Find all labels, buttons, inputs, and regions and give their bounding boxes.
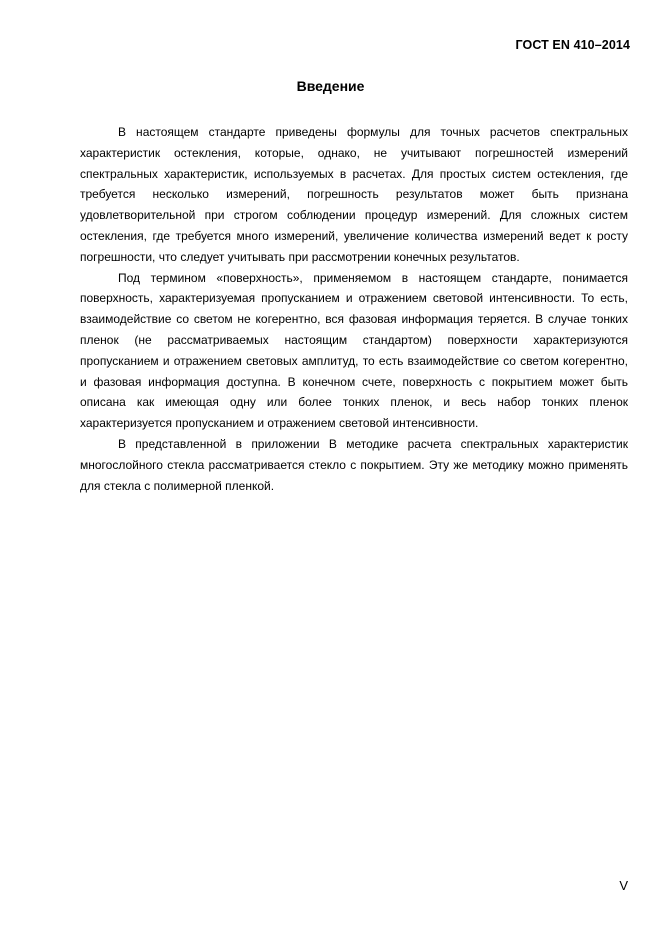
document-header: ГОСТ EN 410–2014 (515, 38, 630, 52)
paragraph: Под термином «поверхность», применяемом в настоящем стандарте, понимается поверхность, характеризуемая пропусканием и отражением световой интенсивности. То есть, взаимодействие со светом не когерентно, вся фазовая информация теряется. В случае тонких пленок (не рассматриваемых настоящим стандартом) поверхности характеризуются пропусканием и отражением световых амплитуд, то есть взаимодействие со светом когерентно, и фазовая информация доступна. В конечном счете, поверхность с покрытием может быть описана как имеющая одну или более тонких пленок, и весь набор тонких пленок характеризуется пропусканием и отражением световой интенсивности. (80, 270, 628, 431)
page-number: V (619, 878, 628, 893)
paragraph: В настоящем стандарте приведены формулы для точных расчетов спектральных характеристик остекления, которые, однако, не учитывают погрешностей измерений спектральных характеристик, используемых в расчетах. Для простых систем остекления, где требуется несколько измерений, погрешность результатов может быть признана удовлетворительной при строгом соблюдении процедур измерений. Для сложных систем остекления, где требуется много измерений, увеличение количества измерений ведет к росту погрешности, что следует учитывать при рассмотрении конечных результатов. (80, 125, 628, 264)
paragraph: В представленной в приложении B методике расчета спектральных характеристик многослойного стекла рассматривается стекло с покрытием. Эту же методику можно применять для стекла с полимерной пленкой. (80, 436, 628, 493)
section-title: Введение (296, 78, 365, 94)
document-body (80, 122, 628, 496)
